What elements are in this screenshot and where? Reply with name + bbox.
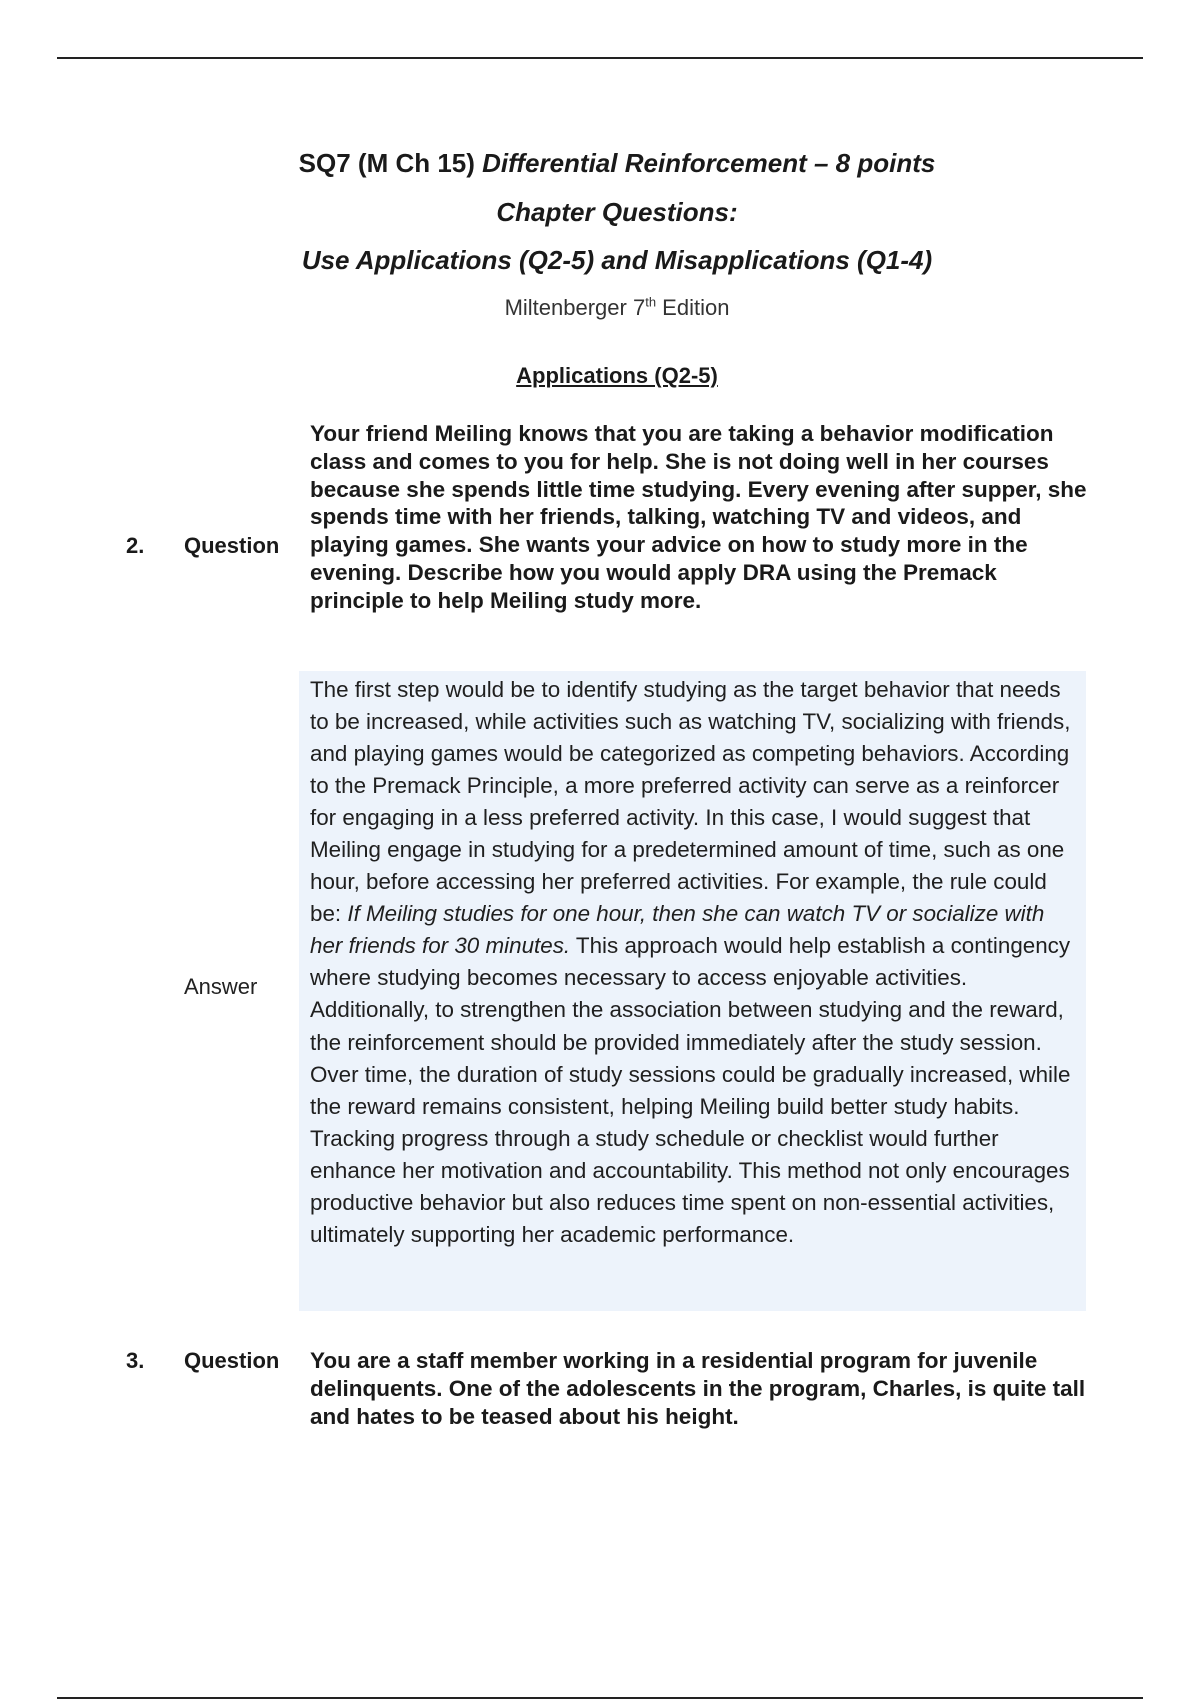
question-3-number: 3. [126, 1348, 145, 1373]
edition-prefix: Miltenberger 7 [504, 295, 646, 320]
answer-2-part-1: The first step would be to identify studying as the target behavior that needs to be increased, while activities such as watching TV, socializing with friends, and playing games would be categorized as competing behaviors. According to the Premack Principle, a more preferred activity can serve as a reinforcer for engaging in a less preferred activity. In this case, I would suggest that Meiling engage in studying for a predetermined amount of time, such as one hour, before accessing her preferred activities. For example, the rule could be: [310, 677, 1071, 927]
question-3-label: Question [184, 1348, 280, 1373]
subtitle-chapter-questions: Chapter Questions: [496, 197, 738, 227]
bottom-rule [57, 1697, 1143, 1699]
title-italic: Differential Reinforcement – 8 points [482, 148, 936, 178]
edition-suffix: Edition [656, 295, 730, 320]
document-title [0, 147, 1200, 179]
top-rule [57, 57, 1143, 59]
subtitle-applications: Use Applications (Q2-5) and Misapplications (Q1-4) [301, 245, 933, 275]
answer-2-label: Answer [184, 974, 258, 999]
answer-2-italic-rule: If Meiling studies for one hour, then she can watch TV or socialize with her friends for 30 minutes. [310, 901, 1045, 959]
edition-superscript: th [645, 294, 657, 310]
section-heading: Applications (Q2-5) [516, 363, 718, 388]
edition-line [0, 294, 1200, 322]
answer-2-text [310, 674, 1075, 1251]
question-2-number: 2. [126, 533, 145, 558]
title-prefix: SQ7 (M Ch 15) [298, 148, 483, 178]
answer-2-part-2: This approach would help establish a contingency where studying becomes necessary to access enjoyable activities. Additionally, to strengthen the association between studying and the reward, the reinforcement should be provided immediately after the study session. Over time, the duration of study sessions could be gradually increased, while the reward remains consistent, helping Meiling build better study habits. Tracking progress through a study schedule or checklist would further enhance her motivation and accountability. This method not only encourages productive behavior but also reduces time spent on non-essential activities, ultimately supporting her academic performance. [310, 933, 1071, 1247]
question-2-text: Your friend Meiling knows that you are taking a behavior modification class and comes to you for help. She is not doing well in her courses because she spends little time studying. Every evening after supper, she spends time with her friends, talking, watching TV and videos, and playing games. She wants your advice on how to study more in the evening. Describe how you would apply DRA using the Premack principle to help Meiling study more. [310, 421, 1087, 613]
question-2-label: Question [184, 533, 280, 558]
question-3-text: You are a staff member working in a residential program for juvenile delinquents. One of the adolescents in the program, Charles, is quite tall and hates to be teased about his height. [310, 1348, 1086, 1429]
answer-2-box[interactable] [299, 671, 1086, 1311]
